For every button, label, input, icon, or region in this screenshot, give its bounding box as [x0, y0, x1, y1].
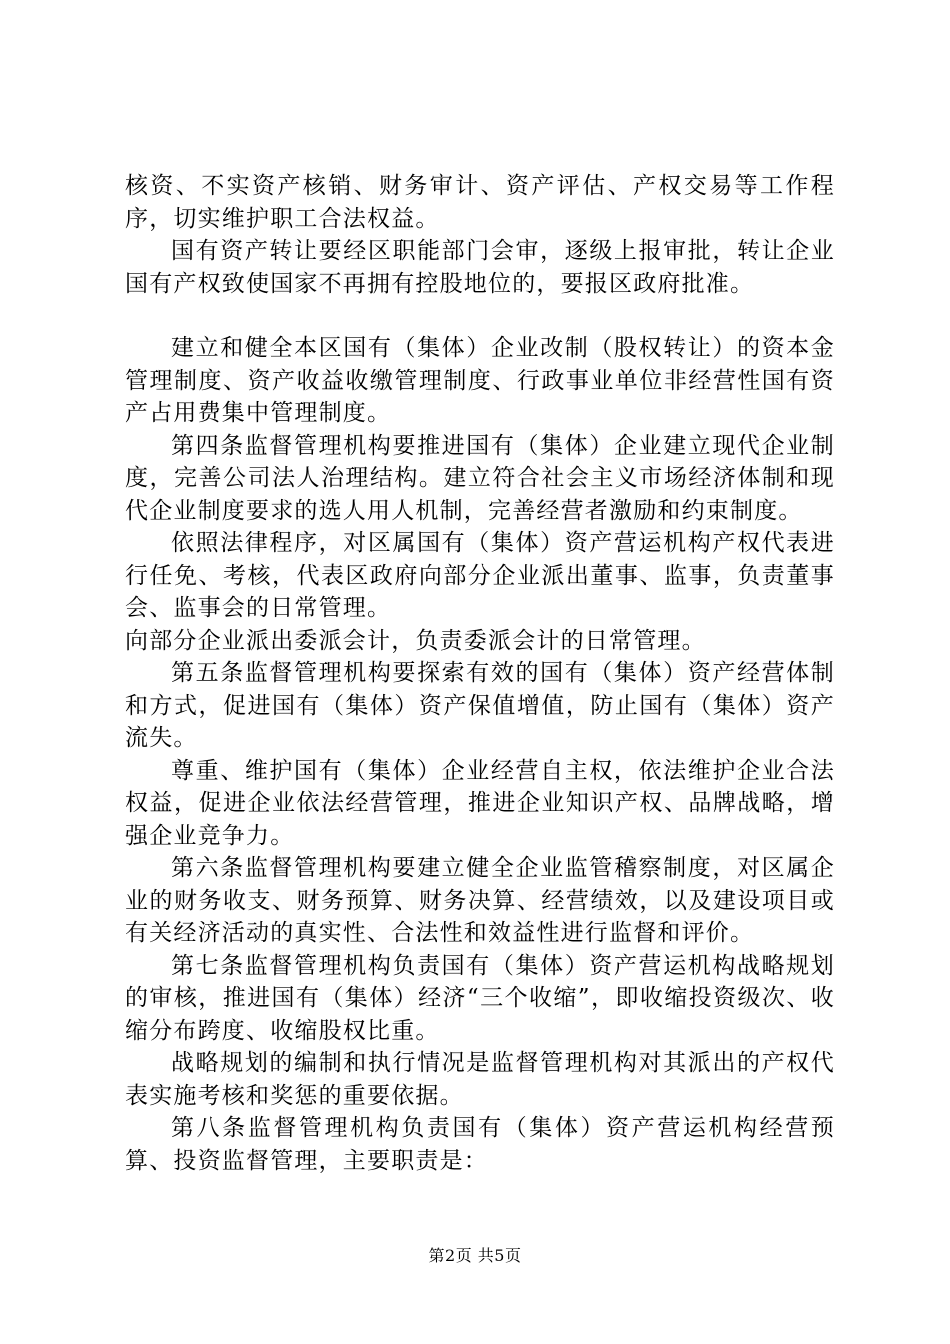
document-body: [125, 170, 835, 1177]
paragraph-capital-management: 建立和健全本区国有（集体）企业改制（股权转让）的资本金管理制度、资产收益收缴管理制度、行政事业单位非经营性国有资产占用费集中管理制度。: [125, 335, 835, 426]
paragraph-continued: 核资、不实资产核销、财务审计、资产评估、产权交易等工作程序，切实维护职工合法权益。: [125, 173, 835, 232]
paragraph-strategy: 战略规划的编制和执行情况是监督管理机构对其派出的产权代表实施考核和奖惩的重要依据。: [125, 1050, 835, 1109]
paragraph-article-7: 第七条监督管理机构负责国有（集体）资产营运机构战略规划的审核，推进国有（集体）经济“三个收缩”，即收缩投资级次、收缩分布跨度、收缩股权比重。: [125, 952, 835, 1044]
paragraph-article-6: 第六条监督管理机构要建立健全企业监管稽察制度，对区属企业的财务收支、财务预算、财务决算、经营绩效，以及建设项目或有关经济活动的真实性、合法性和效益性进行监督和评价。: [125, 855, 835, 946]
paragraph-legal-procedure: 依照法律程序，对区属国有（集体）资产营运机构产权代表进行任免、考核，代表区政府向部分企业派出董事、监事，负责董事会、监事会的日常管理。: [125, 530, 835, 621]
paragraph-article-8: 第八条监督管理机构负责国有（集体）资产营运机构经营预算、投资监督管理，主要职责是：: [125, 1115, 835, 1174]
paragraph-accountant: 向部分企业派出委派会计，负责委派会计的日常管理。: [125, 627, 706, 654]
paragraph-autonomy: 尊重、维护国有（集体）企业经营自主权，依法维护企业合法权益，促进企业依法经营管理，推进企业知识产权、品牌战略，增强企业竞争力。: [125, 757, 835, 849]
paragraph-asset-transfer: 国有资产转让要经区职能部门会审，逐级上报审批，转让企业国有产权致使国家不再拥有控股地位的，要报区政府批准。: [125, 238, 835, 297]
paragraph-article-5: 第五条监督管理机构要探索有效的国有（集体）资产经营体制和方式，促进国有（集体）资产保值增值，防止国有（集体）资产流失。: [125, 660, 835, 751]
page-number: 第2页 共5页: [428, 1246, 522, 1265]
paragraph-article-4: 第四条监督管理机构要推进国有（集体）企业建立现代企业制度，完善公司法人治理结构。建立符合社会主义市场经济体制和现代企业制度要求的选人用人机制，完善经营者激励和约束制度。: [125, 432, 835, 524]
